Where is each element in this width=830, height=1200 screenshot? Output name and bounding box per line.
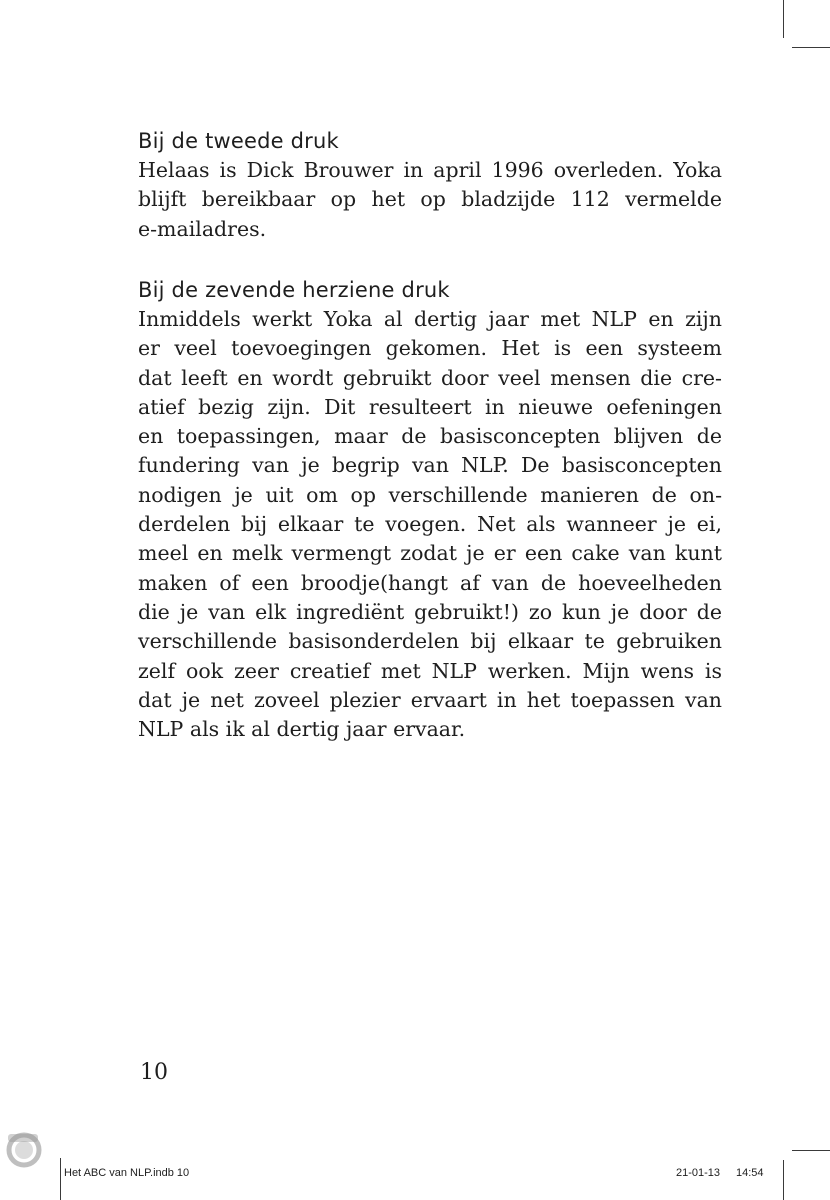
crop-mark-right-bottom [792,1150,830,1151]
slug-file: Het ABC van NLP.indb 10 [64,1167,190,1179]
paragraph-line: zelf ook zeer creatief met NLP werken. Mijn wens is [138,658,722,683]
paragraph-line: atief bezig zijn. Dit resulteert in nieuwe oefeningen [138,394,722,419]
paragraph-line: dat je net zoveel plezier ervaart in het toepassen van [138,687,722,712]
paragraph-line: fundering van je begrip van NLP. De basisconcepten [138,453,722,478]
paragraph-line: verschillende basisonderdelen bij elkaar te gebruiken [138,629,722,654]
paragraph-line: derdelen bij elkaar te voegen. Net als wanneer je ei, [138,512,722,537]
paragraph-line: Helaas is Dick Brouwer in april 1996 overleden. Yoka [138,158,722,182]
slug-time: 14:54 [736,1167,764,1179]
store-logo-icon [2,1124,50,1172]
section-zevende-druk [138,275,722,744]
heading-zevende-druk: Bij de zevende herziene druk [138,278,450,302]
section-tweede-druk [138,126,722,244]
slug-date: 21-01-13 [676,1167,721,1179]
heading-tweede-druk: Bij de tweede druk [138,129,339,153]
paragraph-line: e-mailadres. [138,216,267,241]
crop-mark-top-right [783,0,784,38]
paragraph-line: en toepassingen, maar de basisconcepten blijven de [138,424,722,449]
paragraph-line: NLP als ik al dertig jaar ervaar. [138,717,466,742]
paragraph-line: nodigen je uit om op verschillende manieren de on- [138,482,722,507]
paragraph-line: die je van elk ingrediënt gebruikt!) zo kun je door de [138,599,722,624]
paragraph-line: blijft bereikbaar op het op bladzijde 112 vermelde [138,187,722,212]
paragraph-line: meel en melk vermengt zodat je er een cake van kunt [138,541,722,566]
crop-mark-bottom-right [783,1160,784,1200]
crop-mark-bottom-left [60,1158,61,1200]
crop-mark-right-top [792,47,830,48]
paragraph-line: dat leeft en wordt gebruikt door veel mensen die cre- [138,365,722,390]
paragraph-line: maken of een broodje(hangt af van de hoeveelheden [138,570,722,595]
page-number: 10 [140,1060,168,1085]
paragraph-line: er veel toevoegingen gekomen. Het is een systeem [138,336,722,361]
paragraph-line: Inmiddels werkt Yoka al dertig jaar met NLP en zijn [138,307,722,331]
